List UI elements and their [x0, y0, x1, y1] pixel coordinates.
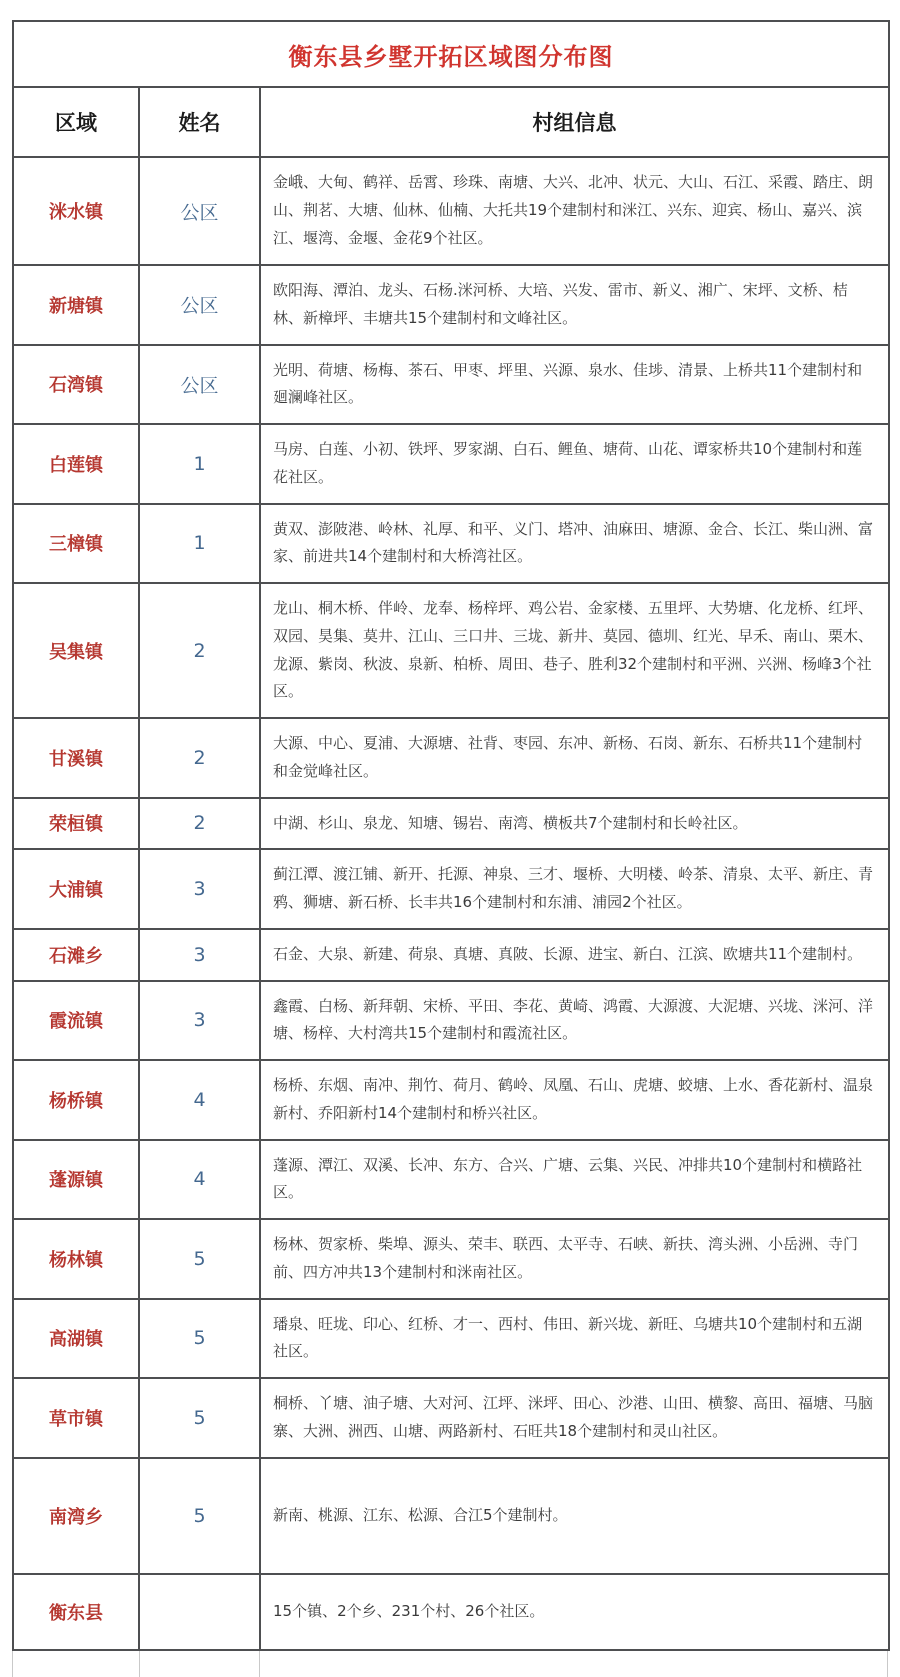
village-info-cell: 桐桥、丫塘、油子塘、大对河、江坪、洣坪、田心、沙港、山田、横黎、高田、福塘、马脑寨、大洲、洲西、山塘、两路新村、石旺共18个建制村和灵山社区。 — [260, 1378, 889, 1458]
village-info-cell: 光明、荷塘、杨梅、茶石、甲枣、坪里、兴源、泉水、佳埗、清景、上桥共11个建制村和廻澜峰社区。 — [260, 345, 889, 425]
name-cell: 5 — [139, 1378, 260, 1458]
distribution-table — [12, 20, 890, 1651]
column-header-name: 姓名 — [139, 87, 260, 157]
name-cell: 3 — [139, 981, 260, 1061]
region-cell: 甘溪镇 — [13, 718, 139, 798]
title-row — [13, 21, 889, 87]
name-cell: 5 — [139, 1299, 260, 1379]
table-row — [13, 504, 889, 584]
table-row — [13, 265, 889, 345]
village-info-cell: 大源、中心、夏浦、大源塘、社背、枣园、东冲、新杨、石岗、新东、石桥共11个建制村和金觉峰社区。 — [260, 718, 889, 798]
table-row — [13, 1299, 889, 1379]
table-row — [13, 1060, 889, 1140]
partial-empty-row — [12, 1651, 888, 1677]
region-cell: 杨林镇 — [13, 1219, 139, 1299]
village-info-cell: 鑫霞、白杨、新拜朝、宋桥、平田、李花、黄崎、鸿霞、大源渡、大泥塘、兴垅、洣河、洋塘、杨梓、大村湾共15个建制村和霞流社区。 — [260, 981, 889, 1061]
village-info-cell: 蓬源、潭江、双溪、长冲、东方、合兴、广塘、云集、兴民、冲排共10个建制村和横路社区。 — [260, 1140, 889, 1220]
region-cell: 新塘镇 — [13, 265, 139, 345]
region-cell: 霞流镇 — [13, 981, 139, 1061]
name-cell: 公区 — [139, 265, 260, 345]
region-cell: 吴集镇 — [13, 583, 139, 718]
village-info-cell: 15个镇、2个乡、231个村、26个社区。 — [260, 1574, 889, 1650]
table-row — [13, 157, 889, 265]
name-cell: 2 — [139, 583, 260, 718]
table-row — [13, 1378, 889, 1458]
table-row — [13, 345, 889, 425]
village-info-cell: 杨林、贺家桥、柴埠、源头、荣丰、联西、太平寺、石峡、新扶、湾头洲、小岳洲、寺门前、四方冲共13个建制村和洣南社区。 — [260, 1219, 889, 1299]
village-info-cell: 黄双、澎陂港、岭林、礼厚、和平、义门、塔冲、油麻田、塘源、金合、长江、柴山洲、富家、前进共14个建制村和大桥湾社区。 — [260, 504, 889, 584]
region-cell: 南湾乡 — [13, 1458, 139, 1574]
village-info-cell: 璠泉、旺垅、印心、红桥、才一、西村、伟田、新兴垅、新旺、乌塘共10个建制村和五湖社区。 — [260, 1299, 889, 1379]
name-cell: 5 — [139, 1219, 260, 1299]
name-cell: 1 — [139, 424, 260, 504]
table-sheet — [12, 20, 888, 1677]
region-cell: 杨桥镇 — [13, 1060, 139, 1140]
region-cell: 蓬源镇 — [13, 1140, 139, 1220]
name-cell — [139, 1574, 260, 1650]
partial-cell-info — [260, 1651, 888, 1677]
region-cell: 洣水镇 — [13, 157, 139, 265]
table-row — [13, 718, 889, 798]
table-row — [13, 1140, 889, 1220]
village-info-cell: 龙山、桐木桥、伴岭、龙奉、杨梓坪、鸡公岩、金家楼、五里坪、大势塘、化龙桥、红坪、双园、昊集、莫井、江山、三口井、三垅、新井、莫园、德圳、红光、早禾、南山、栗木、龙源、紫岗、秋波、泉新、柏桥、周田、巷子、胜利32个建制村和平洲、兴洲、杨峰3个社区。 — [260, 583, 889, 718]
name-cell: 公区 — [139, 345, 260, 425]
region-cell: 荣桓镇 — [13, 798, 139, 850]
region-cell: 草市镇 — [13, 1378, 139, 1458]
region-cell: 石湾镇 — [13, 345, 139, 425]
table-row — [13, 1219, 889, 1299]
region-cell: 三樟镇 — [13, 504, 139, 584]
table-row — [13, 1458, 889, 1574]
table-row — [13, 929, 889, 981]
name-cell: 1 — [139, 504, 260, 584]
name-cell: 4 — [139, 1060, 260, 1140]
table-row — [13, 424, 889, 504]
table-row — [13, 981, 889, 1061]
name-cell: 4 — [139, 1140, 260, 1220]
name-cell: 5 — [139, 1458, 260, 1574]
village-info-cell: 中湖、杉山、泉龙、知塘、锡岩、南湾、横板共7个建制村和长岭社区。 — [260, 798, 889, 850]
village-info-cell: 杨桥、东烟、南冲、荆竹、荷月、鹤岭、凤凰、石山、虎塘、蛟塘、上水、香花新村、温泉新村、乔阳新村14个建制村和桥兴社区。 — [260, 1060, 889, 1140]
region-cell: 石滩乡 — [13, 929, 139, 981]
village-info-cell: 金峨、大甸、鹤祥、岳霄、珍珠、南塘、大兴、北冲、状元、大山、石江、采霞、踏庄、朗山、荆茗、大塘、仙林、仙楠、大托共19个建制村和洣江、兴东、迎宾、杨山、嘉兴、滨江、堰湾、金堰、金花9个社区。 — [260, 157, 889, 265]
table-row — [13, 1574, 889, 1650]
village-info-cell: 欧阳海、潭泊、龙头、石杨.洣河桥、大培、兴发、雷市、新义、湘广、宋坪、文桥、桔林、新樟坪、丰塘共15个建制村和文峰社区。 — [260, 265, 889, 345]
name-cell: 3 — [139, 849, 260, 929]
name-cell: 3 — [139, 929, 260, 981]
name-cell: 公区 — [139, 157, 260, 265]
column-header-region: 区域 — [13, 87, 139, 157]
column-header-info: 村组信息 — [260, 87, 889, 157]
header-row — [13, 87, 889, 157]
village-info-cell: 马房、白莲、小初、铁坪、罗家湖、白石、鲤鱼、塘荷、山花、谭家桥共10个建制村和莲花社区。 — [260, 424, 889, 504]
village-info-cell: 新南、桃源、江东、松源、合江5个建制村。 — [260, 1458, 889, 1574]
partial-cell-name — [140, 1651, 260, 1677]
village-info-cell: 石金、大泉、新建、荷泉、真塘、真陂、长源、进宝、新白、江滨、欧塘共11个建制村。 — [260, 929, 889, 981]
table-row — [13, 849, 889, 929]
region-cell: 高湖镇 — [13, 1299, 139, 1379]
table-row — [13, 583, 889, 718]
partial-cell-region — [13, 1651, 140, 1677]
region-cell: 大浦镇 — [13, 849, 139, 929]
name-cell: 2 — [139, 718, 260, 798]
page-title: 衡东县乡墅开拓区域图分布图 — [13, 21, 889, 87]
name-cell: 2 — [139, 798, 260, 850]
table-row — [13, 798, 889, 850]
region-cell: 衡东县 — [13, 1574, 139, 1650]
region-cell: 白莲镇 — [13, 424, 139, 504]
village-info-cell: 蓟江潭、渡江铺、新开、托源、神泉、三才、堰桥、大明楼、岭茶、清泉、太平、新庄、青鸦、狮塘、新石桥、长丰共16个建制村和东浦、浦园2个社区。 — [260, 849, 889, 929]
